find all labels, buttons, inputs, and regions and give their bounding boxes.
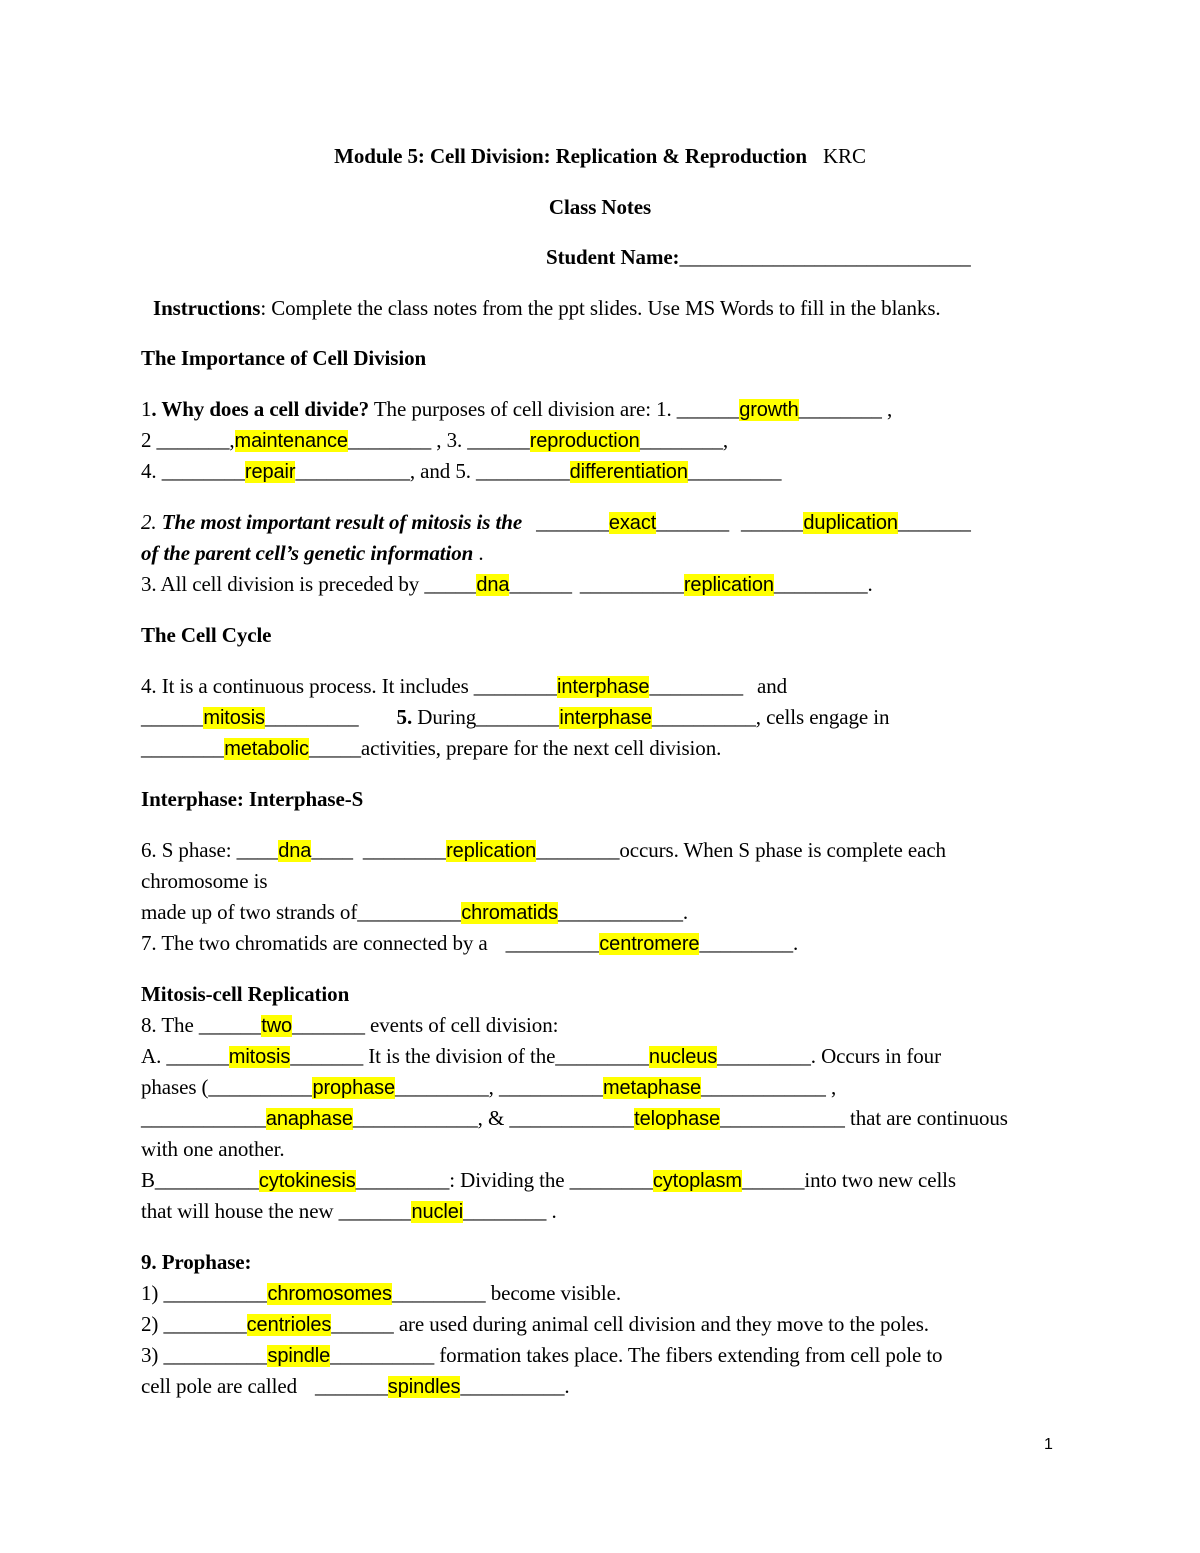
question-8-line-3: phases (__________prophase_________, __________metaphase____________ , xyxy=(141,1075,837,1099)
prophase-item-3: 3) __________spindle__________ formation takes place. The fibers extending from cell pole to xyxy=(141,1343,943,1367)
question-8-line-2: A. ______mitosis_______ It is the division of the_________nucleus_________. Occurs in four xyxy=(141,1044,941,1068)
question-1-line-2: 2 _______,maintenance________ , 3. ______reproduction________, xyxy=(141,428,729,452)
instructions-label: Instructions xyxy=(153,296,261,320)
answer-cytokinesis[interactable]: cytokinesis xyxy=(258,1170,356,1192)
prophase-item-1: 1) __________chromosomes_________ become visible. xyxy=(141,1281,621,1305)
question-6-line-3: made up of two strands of__________chromatids____________. xyxy=(141,900,688,924)
answer-prophase[interactable]: prophase xyxy=(312,1077,396,1099)
question-3-line: 3. All cell division is preceded by _____dna______ __________replication_________. xyxy=(141,572,873,596)
answer-metaphase[interactable]: metaphase xyxy=(602,1077,702,1099)
question-1-prompt: . Why does a cell divide? xyxy=(151,397,370,421)
question-2-line-2: of the parent cell’s genetic information . xyxy=(141,541,484,565)
answer-maintenance[interactable]: maintenance xyxy=(234,430,348,452)
section-heading-prophase: 9. Prophase: xyxy=(141,1250,252,1274)
answer-nuclei[interactable]: nuclei xyxy=(411,1201,464,1223)
answer-anaphase[interactable]: anaphase xyxy=(265,1108,353,1130)
question-1-line-1: 1. Why does a cell divide? The purposes of cell division are: 1. ______growth________ , xyxy=(141,397,893,421)
answer-reproduction[interactable]: reproduction xyxy=(529,430,640,452)
prophase-item-3-continued: cell pole are called _______spindles__________. xyxy=(141,1374,570,1398)
student-name-line xyxy=(546,244,971,270)
question-8-line-1: 8. The ______two_______ events of cell division: xyxy=(141,1013,559,1037)
section-heading-cell-cycle: The Cell Cycle xyxy=(141,623,272,647)
section-heading-mitosis: Mitosis-cell Replication xyxy=(141,982,350,1006)
answer-interphase-2[interactable]: interphase xyxy=(559,707,652,729)
answer-cytoplasm[interactable]: cytoplasm xyxy=(652,1170,742,1192)
answer-repair[interactable]: repair xyxy=(244,461,296,483)
answer-centromere[interactable]: centromere xyxy=(599,933,700,955)
question-4-line-1: 4. It is a continuous process. It includes ________interphase_________ and xyxy=(141,674,788,698)
answer-mitosis[interactable]: mitosis xyxy=(203,707,265,729)
answer-dna-2[interactable]: dna xyxy=(278,840,312,862)
answer-nucleus[interactable]: nucleus xyxy=(648,1046,718,1068)
course-code: KRC xyxy=(822,144,866,168)
answer-replication[interactable]: replication xyxy=(683,574,774,596)
question-8-line-5: with one another. xyxy=(141,1137,285,1161)
question-2-prompt: The most important result of mitosis is the xyxy=(156,510,523,534)
answer-spindles[interactable]: spindles xyxy=(387,1376,461,1398)
question-8-line-7: that will house the new _______nuclei________ . xyxy=(141,1199,557,1223)
answer-interphase[interactable]: interphase xyxy=(557,676,650,698)
section-heading-importance: The Importance of Cell Division xyxy=(141,346,427,370)
question-2-line-1: 2. The most important result of mitosis is the _______exact_______ ______duplication_______ xyxy=(141,510,971,534)
answer-chromatids[interactable]: chromatids xyxy=(461,902,559,924)
question-6-line-2: chromosome is xyxy=(141,869,268,893)
question-1-line-3: 4. ________repair___________, and 5. _________differentiation_________ xyxy=(141,459,782,483)
instructions-text: : Complete the class notes from the ppt slides. Use MS Words to fill in the blanks. xyxy=(260,296,941,320)
section-heading-interphase: Interphase: Interphase-S xyxy=(141,787,364,811)
document-title-line xyxy=(0,143,1200,169)
question-8-line-4: ____________anaphase____________, & ____________telophase____________ that are continuous xyxy=(141,1106,1008,1130)
student-name-blank[interactable]: ____________________________ xyxy=(679,245,971,269)
answer-chromosomes[interactable]: chromosomes xyxy=(267,1283,392,1305)
answer-spindle[interactable]: spindle xyxy=(267,1345,331,1367)
page-number: 1 xyxy=(1044,1436,1053,1453)
answer-exact[interactable]: exact xyxy=(608,512,657,534)
answer-replication-2[interactable]: replication xyxy=(446,840,537,862)
answer-mitosis-2[interactable]: mitosis xyxy=(228,1046,291,1068)
answer-centrioles[interactable]: centrioles xyxy=(246,1314,332,1336)
answer-duplication[interactable]: duplication xyxy=(803,512,898,534)
question-7-line: 7. The two chromatids are connected by a _________centromere_________. xyxy=(141,931,799,955)
answer-telophase[interactable]: telophase xyxy=(634,1108,721,1130)
answer-metabolic[interactable]: metabolic xyxy=(224,738,309,760)
student-name-label: Student Name: xyxy=(546,245,680,269)
answer-differentiation[interactable]: differentiation xyxy=(569,461,688,483)
answer-dna[interactable]: dna xyxy=(476,574,510,596)
prophase-item-2: 2) ________centrioles______ are used during animal cell division and they move to the poles. xyxy=(141,1312,929,1336)
answer-two[interactable]: two xyxy=(261,1015,293,1037)
question-5-line: ________metabolic_____activities, prepare for the next cell division. xyxy=(141,736,722,760)
document-subtitle: Class Notes xyxy=(548,195,652,219)
question-4-line-2: ______mitosis_________ 5. During________interphase__________, cells engage in xyxy=(141,705,890,729)
answer-growth[interactable]: growth xyxy=(739,399,799,421)
instructions-line xyxy=(153,295,941,321)
question-6-line-1: 6. S phase: ____dna____ ________replication________occurs. When S phase is complete each xyxy=(141,838,946,862)
question-8-line-6: B__________cytokinesis_________: Dividing the ________cytoplasm______into two new cells xyxy=(141,1168,956,1192)
document-title: Module 5: Cell Division: Replication & Reproduction xyxy=(334,144,807,168)
